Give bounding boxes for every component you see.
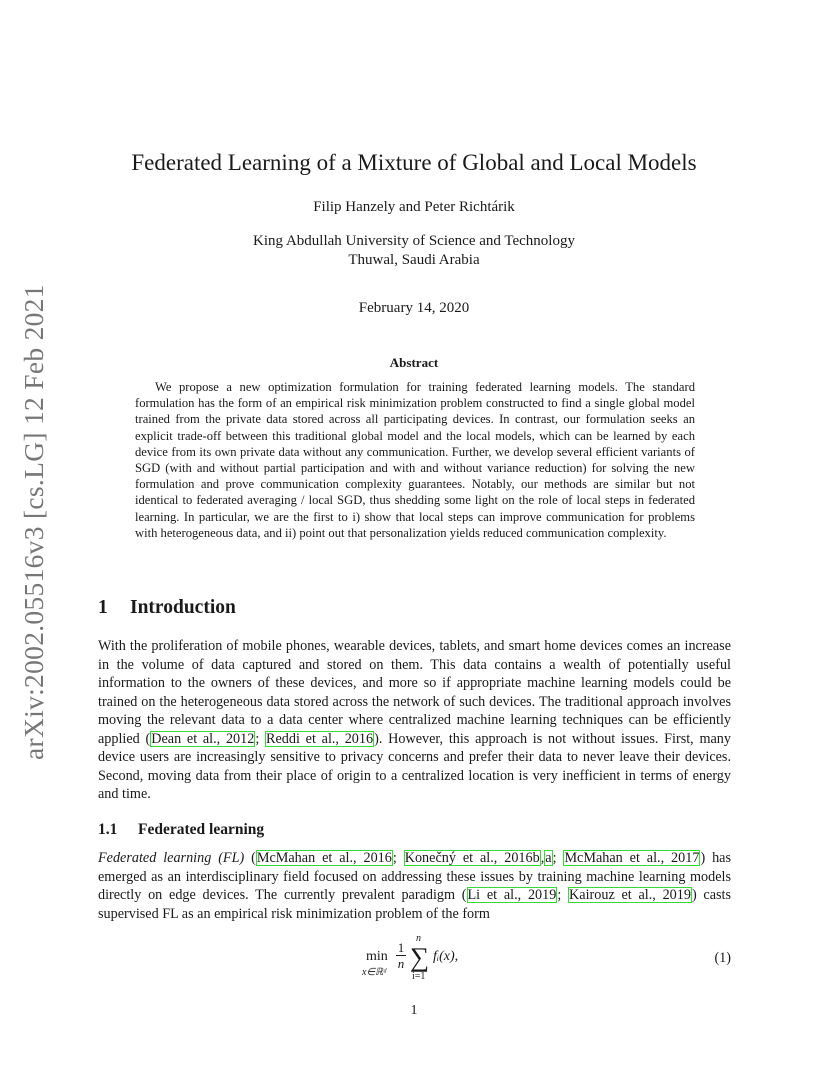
intro-text-b: ). However, this approach is not without issues. First, many device users are increasingly sensitive to privacy concerns and prefer their data to never leave their devices. Second, moving data from their place of origin to a centralized location is very inefficient in terms of energy and time. [98, 730, 731, 802]
subsection-heading-federated-learning [98, 821, 264, 839]
section-number: 1 [98, 597, 108, 618]
equation-number: (1) [714, 950, 731, 966]
citation-link[interactable]: a [545, 850, 552, 866]
intro-text-a: With the proliferation of mobile phones, wearable devices, tablets, and smart home devices comes an increase in the volume of data captured and stored on them. This data contains a wealth of potentially useful information to the owners of these devices, and more so if appropriate machine learning models could be trained on the heterogeneous data stored across the network of such devices. The traditional approach involves moving the relevant data to a data center where centralized machine learning techniques can be efficiently applied ( [98, 638, 731, 747]
abstract-heading: Abstract [389, 355, 439, 370]
paper-date: February 14, 2020 [358, 300, 470, 316]
equation-min: min [366, 949, 388, 964]
intro-paragraph [98, 637, 731, 804]
citation-link[interactable]: Dean et al., 2012 [151, 730, 255, 747]
affiliation [0, 232, 828, 270]
citation-separator: ( [244, 850, 256, 866]
paper-authors: Filip Hanzely and Peter Richtárik [313, 199, 515, 215]
equation-numerator: 1 [397, 940, 405, 955]
arxiv-identifier: arXiv:2002.05516v3 [cs.LG] 12 Feb 2021 [18, 284, 49, 760]
section-heading-introduction [98, 597, 236, 619]
citation-separator: ; [255, 730, 266, 747]
equation-min-subscript: x∈ℝᵈ [362, 967, 387, 978]
equation-denominator: n [397, 956, 405, 971]
citation-link[interactable]: Li et al., 2019 [467, 887, 557, 903]
abstract-text: We propose a new optimization formulation for training federated learning models. The standard formulation has the form of an empirical risk minimization problem constructed to find a single global model trained from the private data stored across all participating devices. In contrast, our formulation seeks an explicit trade-off between this traditional global model and the local models, which can be learned by each device from its own private data without any communication. Further, we develop several efficient variants of SGD (with and without partial participation and with and without variance reduction) for solving the new formulation and prove communication complexity guarantees. Notably, our methods are similar but not identical to federated averaging / local SGD, thus shedding some light on the role of local steps in federated learning. In particular, we are the first to i) show that local steps can improve communication for problems with heterogeneous data, and ii) point out that personalization yields reduced communication complexity. [135, 380, 695, 540]
section-title: Introduction [130, 597, 236, 618]
citation-separator: ; [552, 850, 564, 866]
fl-paragraph [98, 849, 731, 923]
subsection-title: Federated learning [138, 821, 265, 838]
citation-link[interactable]: Konečný et al., 2016b [404, 850, 540, 866]
fl-text-a: ) has emerged as an interdisciplinary field focused on addressing these issues by training machine learning models directly on edge devices. The currently prevalent paradigm ( [98, 850, 731, 903]
citation-separator: , [540, 850, 545, 866]
citation-link[interactable]: McMahan et al., 2017 [564, 850, 700, 866]
equation-sum-lower: i=1 [412, 971, 426, 982]
page-number: 1 [410, 1003, 418, 1018]
subsection-number: 1.1 [98, 821, 118, 838]
citation-link[interactable]: McMahan et al., 2016 [256, 850, 392, 866]
citation-separator: ; [392, 850, 404, 866]
fl-term: Federated learning (FL) [98, 850, 245, 866]
equation-sum-upper: n [416, 933, 421, 944]
citation-link[interactable]: Reddi et al., 2016 [266, 730, 374, 747]
affiliation-line-2: Thuwal, Saudi Arabia [348, 252, 480, 268]
summation-icon: ∑ [410, 942, 430, 972]
fl-text-b: ) casts supervised FL as an empirical risk minimization problem of the form [98, 887, 732, 922]
equation-term: fᵢ(x), [433, 949, 459, 964]
affiliation-line-1: King Abdullah University of Science and Technology [253, 233, 575, 249]
paper-title: Federated Learning of a Mixture of Global and Local Models [131, 150, 697, 175]
citation-separator: ; [557, 887, 569, 903]
citation-link[interactable]: Kairouz et al., 2019 [569, 887, 691, 903]
